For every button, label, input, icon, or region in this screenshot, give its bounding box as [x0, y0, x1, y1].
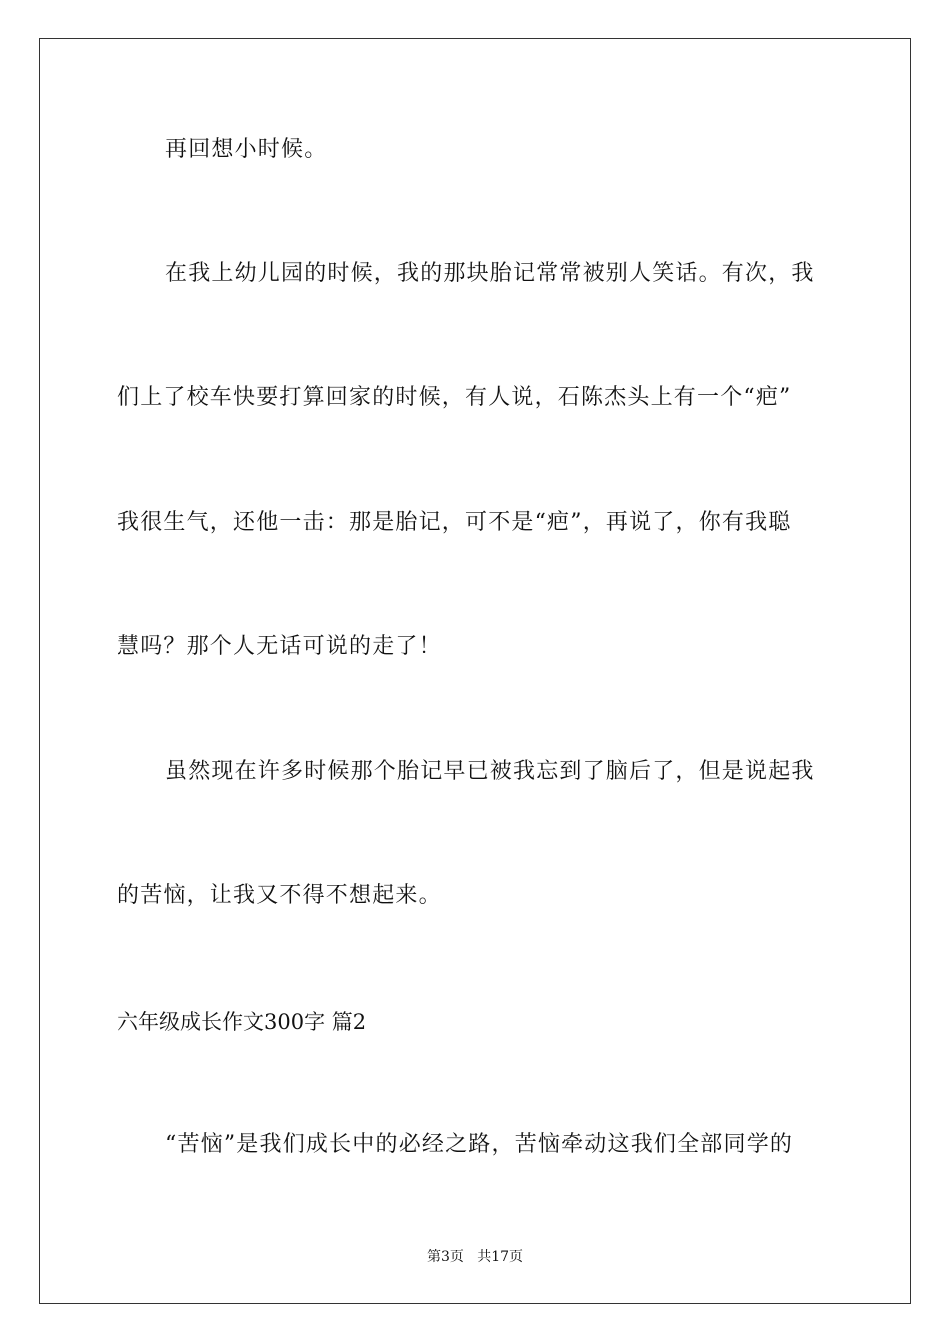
paragraph-line: 慧吗？那个人无话可说的走了！ [117, 634, 442, 659]
paragraph-line: 虽然现在许多时候那个胎记早已被我忘到了脑后了，但是说起我 [165, 759, 815, 784]
page-border [39, 38, 911, 1304]
paragraph-line: 再回想小时候。 [165, 137, 328, 162]
page-number-footer: 第3页 共17页 [426, 1249, 524, 1265]
paragraph-line: 在我上幼儿园的时候，我的那块胎记常常被别人笑话。有次，我 [165, 261, 815, 286]
paragraph-line: “苦恼”是我们成长中的必经之路，苦恼牵动这我们全部同学的 [165, 1132, 794, 1157]
paragraph-line: 我很生气，还他一击：那是胎记，可不是“疤”，再说了，你有我聪 [117, 510, 792, 535]
paragraph-line: 们上了校车快要打算回家的时候，有人说，石陈杰头上有一个“疤” [117, 385, 792, 410]
paragraph-line: 的苦恼，让我又不得不想起来。 [117, 883, 442, 908]
section-heading: 六年级成长作文300字 篇2 [117, 1010, 367, 1034]
